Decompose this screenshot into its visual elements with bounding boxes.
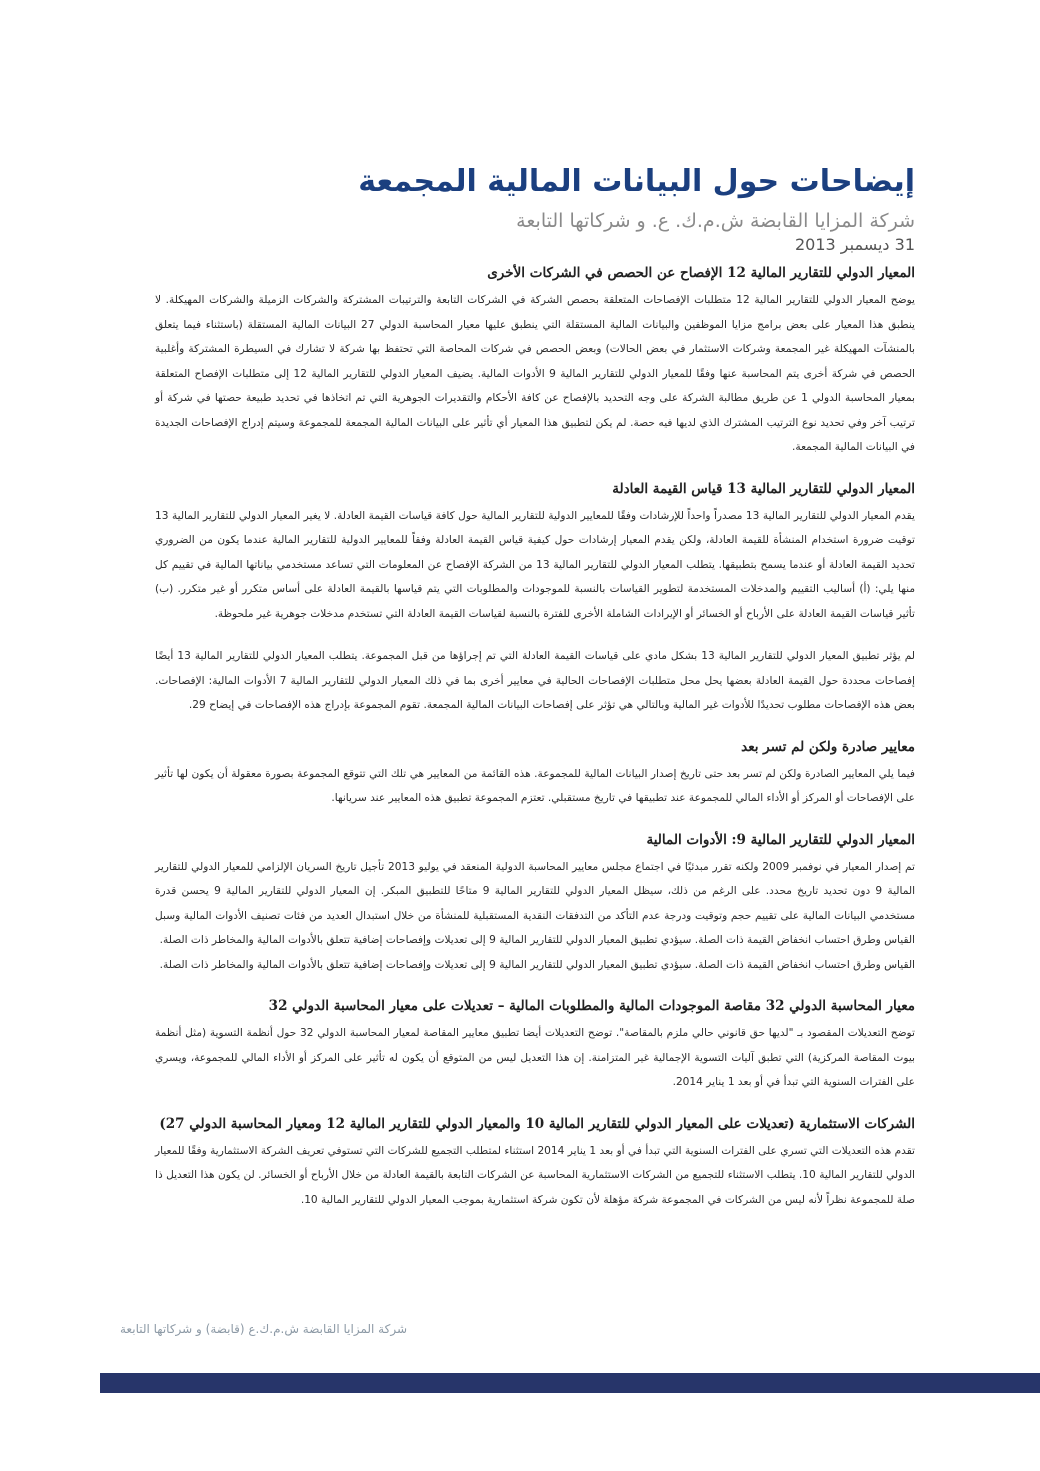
report-date: 31 ديسمبر 2013 (794, 235, 915, 254)
section-ifrs13 (155, 478, 915, 627)
section-title: الشركات الاستثمارية (تعديلات على المعيار الدولي للتقارير المالية 10 والمعيار الدولي للتقارير المالية 12 ومعيار المحاسبة الدولي 27) (159, 1115, 915, 1132)
section-paragraph: تم إصدار المعيار في نوفمبر 2009 ولكنه تقرر مبدئيًا في اجتماع مجلس معايير المحاسبة الدولية المنعقد في يوليو 2013 تأجيل تاريخ السريان الإلزامي للمعيار الدولي للتقارير المالية 9 دون تحديد تاريخ محدد. على الرغم من ذلك، سيظل المعيار الدولي للتقارير المالية 9 متاحًا للتطبيق المبكر. إن المعيار الدولي للتقارير المالية 9 يحسن قدرة مستخدمي البيانات المالية على تقييم حجم وتوقيت ودرجة عدم التأكد من التدفقات النقدية المستقبلية للمنشأة من خلال استبدال العديد من فئات تصنيف الأدوات المالية وسبل القياس وطرق احتساب انخفاض القيمة ذات الصلة. سيؤدي تطبيق المعيار الدولي للتقارير المالية 9 إلى تعديلات وإفصاحات إضافية تتعلق بالأدوات المالية والمخاطر ذات الصلة. (155, 860, 916, 946)
section-title: معايير صادرة ولكن لم تسر بعد (741, 738, 915, 755)
section-paragraph: تقدم هذه التعديلات التي تسري على الفترات السنوية التي تبدأ في أو بعد 1 يناير 2014 استثناء لمتطلب التجميع للشركات التي تستوفي تعريف الشركة الاستثمارية وفقًا للمعيار الدولي للتقارير المالية 10. يتطلب الاستثناء للتجميع من الشركات الاستثمارية المحاسبة عن الشركات التابعة بالقيمة العادلة من خلال الأرباح أو الخسائر. لن يكون هذا التعديل ذا صلة للمجموعة نظراً لأنه ليس من الشركات في المجموعة شركة مؤهلة لأن تكون شركة استثمارية بموجب المعيار الدولي للتقارير المالية 10. (155, 1144, 915, 1206)
footer-bar (100, 1373, 1040, 1393)
section-title: المعيار الدولي للتقارير المالية 12 الإفصاح عن الحصص في الشركات الأخرى (487, 265, 915, 281)
section-title: المعيار الدولي للتقارير المالية 9: الأدوات المالية (646, 831, 915, 848)
section-ifrs12 (155, 262, 915, 460)
section-title: المعيار الدولي للتقارير المالية 13 قياس القيمة العادلة (612, 480, 915, 497)
section-ias32 (155, 995, 915, 1095)
notes-body (155, 262, 915, 1230)
section-paragraph: توضح التعديلات المقصود بـ "لديها حق قانوني حالي ملزم بالمقاصة". توضح التعديلات أيضا تطبيق معايير المقاصة لمعيار المحاسبة الدولي 32 حول أنظمة التسوية (مثل أنظمة بيوت المقاصة المركزية) التي تطبق آليات التسوية الإجمالية غير المتزامنة. إن هذا التعديل ليس من المتوقع أن يكون له تأثير على المركز أو الأداء المالي للمجموعة، ويسري على الفترات السنوية التي تبدأ في أو بعد 1 يناير 2014. (155, 1027, 915, 1088)
footer-company-name: شركة المزايا القابضة ش.م.ك.ع (قابضة) و شركاتها التابعة (120, 1322, 408, 1336)
page-header (155, 160, 915, 256)
section-paragraph: يقدم المعيار الدولي للتقارير المالية 13 مصدراً واحداً للإرشادات وفقًا للمعايير الدولية للتقارير المالية حول كافة قياسات القيمة العادلة. لا يغير المعيار الدولي للتقارير المالية 13 توقيت ضرورة استخدام المنشأة للقيمة العادلة، ولكن يقدم المعيار إرشادات حول كيفية قياس القيمة العادلة وفقاً للمعايير الدولية للتقارير المالية عندما يكون من الضروري تحديد القيمة العادلة أو عندما يسمح بتطبيقها. يتطلب المعيار الدولي للتقارير المالية 13 من الشركة الإفصاح عن المعلومات التي تساعد مستخدمي بياناتها المالية في تقييم كل منها يلي: (أ) أساليب التقييم والمدخلات المستخدمة لتطوير القياسات بالنسبة للموجودات والمطلوبات التي يتم قياسها بالقيمة العادلة على أساس متكرر أو غير متكرر. (ب) تأثير قياسات القيمة العادلة على الأرباح أو الخسائر أو الإيرادات الشاملة الأخرى للفترة بالنسبة لقياسات القيمة العادلة التي تستخدم مدخلات جوهرية غير ملحوظة. (155, 509, 915, 620)
section-paragraph: لم يؤثر تطبيق المعيار الدولي للتقارير المالية 13 بشكل مادي على قياسات القيمة العادلة التي تم إجراؤها من قبل المجموعة. يتطلب المعيار الدولي للتقارير المالية 13 أيضًا إفصاحات محددة حول القيمة العادلة بعضها يحل محل متطلبات الإفصاحات الحالية في معايير أخرى بما في ذلك المعيار الدولي للتقارير المالية 7 الأدوات المالية: الإفصاحات. بعض هذه الإفصاحات مطلوب تحديدًا للأدوات غير المالية وبالتالي هي تؤثر على إفصاحات البيانات المالية المجمعة. تقوم المجموعة بإدراج هذه الإفصاحات في إيضاح 29. (155, 650, 916, 711)
section-investment-entities (155, 1113, 915, 1213)
company-name: شركة المزايا القابضة ش.م.ك. ع. و شركاتها التابعة (516, 210, 915, 232)
section-paragraph: يوضح المعيار الدولي للتقارير المالية 12 متطلبات الإفصاحات المتعلقة بحصص الشركة في الشركات التابعة والترتيبات المشتركة والشركات الزميلة والشركات المهيكلة. لا ينطبق هذا المعيار على بعض برامج مزايا الموظفين والبيانات المالية المستقلة التي ينطبق عليها معيار المحاسبة الدولي 27 البيانات المالية المستقلة (باستثناء فيما يتعلق بالمنشآت المهيكلة غير المجمعة وشركات الاستثمار في بعض الحالات) وبعض الحصص في شركات المحاصة التي تحتفظ بها شركة لا تشارك في السيطرة المشتركة وأغلبية الحصص في شركة أخرى يتم المحاسبة عنها وفقًا للمعيار الدولي للتقارير المالية 9 الأدوات المالية. يضيف المعيار الدولي للتقارير المالية 12 إلى متطلبات الإفصاح المتعلقة بمعيار المحاسبة الدولي 1 عن طريق مطالبة الشركة على وجه التحديد بالإفصاح عن كافة الأحكام والتقديرات الجوهرية التي تم اتخاذها في تحديد طبيعة حصتها في شركة أو ترتيب آخر وفي تحديد نوع الترتيب المشترك الذي لديها فيه حصة. لم يكن لتطبيق هذا المعيار أي تأثير على البيانات المالية المجمعة للمجموعة وسيتم إدراج الإفصاحات الجديدة في البيانات المالية المجمعة. (155, 294, 916, 453)
section-paragraph: فيما يلي المعايير الصادرة ولكن لم تسر بعد حتى تاريخ إصدار البيانات المالية للمجموعة. هذه القائمة من المعايير هي تلك التي تتوقع المجموعة بصورة معقولة أن يكون لها تأثير على الإفصاحات أو المركز أو الأداء المالي للمجموعة عند تطبيقها في تاريخ مستقبلي. تعتزم المجموعة تطبيق هذه المعايير عند سريانها. (155, 767, 915, 804)
page-title: إيضاحات حول البيانات المالية المجمعة (358, 164, 915, 199)
section-ifrs13-impact (155, 644, 915, 718)
section-title: معيار المحاسبة الدولي 32 مقاصة الموجودات المالية والمطلوبات المالية – تعديلات على معيار المحاسبة الدولي 32 (268, 998, 915, 1014)
section-paragraph: القياس وطرق احتساب انخفاض القيمة ذات الصلة. سيؤدي تطبيق المعيار الدولي للتقارير المالية 9 إلى تعديلات وإفصاحات إضافية تتعلق بالأدوات المالية والمخاطر ذات الصلة. (159, 958, 915, 971)
section-ifrs9 (155, 829, 915, 978)
section-standards-issued (155, 736, 915, 811)
